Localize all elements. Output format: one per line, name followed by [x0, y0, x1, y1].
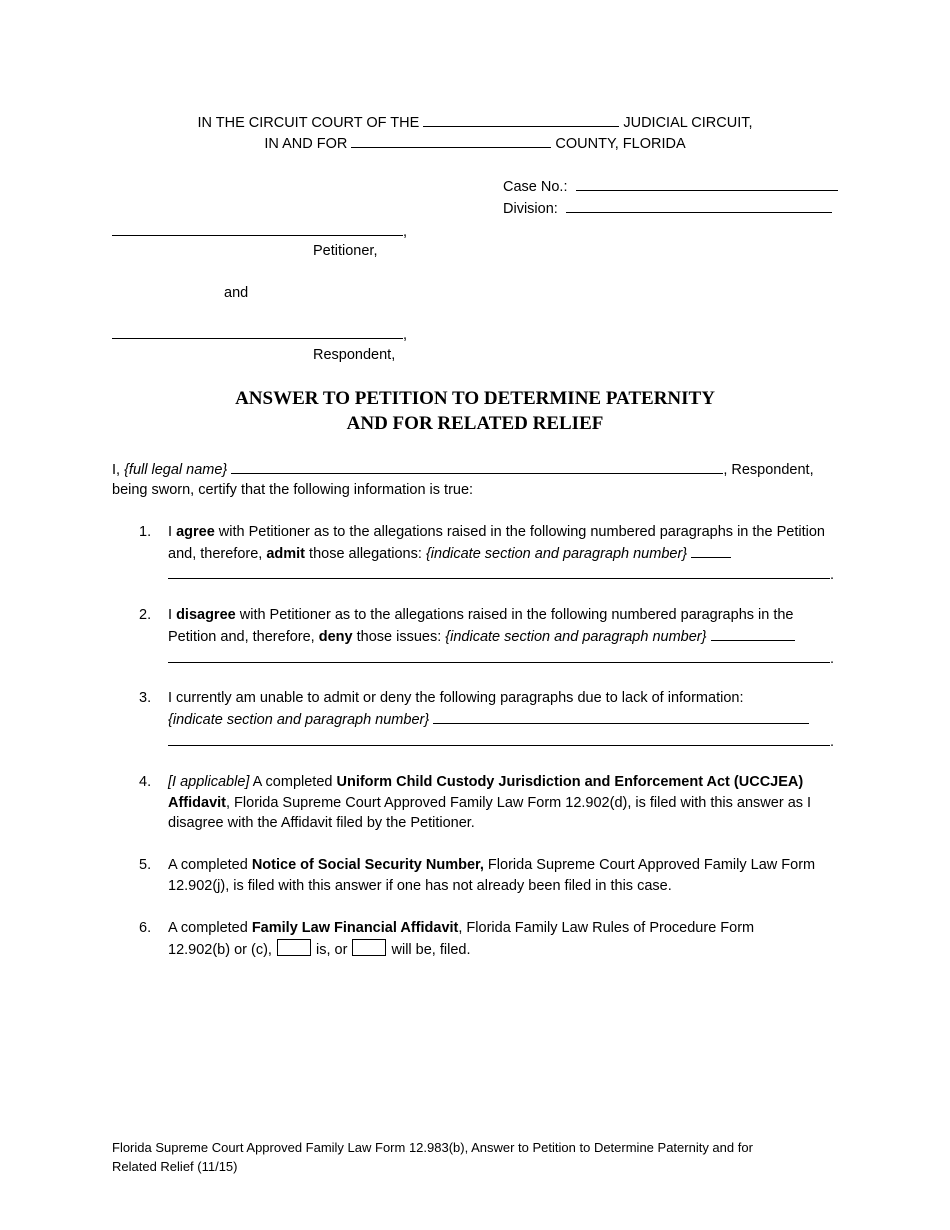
- item-3-line-2: .: [168, 731, 834, 753]
- form-title-line-1: ANSWER TO PETITION TO DETERMINE PATERNITY: [235, 388, 715, 409]
- item-1-text: I agree with Petitioner as to the allegations raised in the following numbered paragraphs in the Petition and, therefore, admit those allegations: {indicate section and paragraph number}: [168, 524, 825, 562]
- item-1-number: 1.: [139, 524, 152, 540]
- item-2-text: I disagree with Petitioner as to the allegations raised in the following numbered paragraphs in the Petition and, therefore, deny those issues: {indicate section and paragraph number}: [168, 607, 794, 645]
- court-line-1: IN THE CIRCUIT COURT OF THE JUDICIAL CIRCUIT,: [0, 112, 950, 134]
- full-legal-name-field[interactable]: [231, 459, 723, 474]
- item-6-text: A completed Family Law Financial Affidavit, Florida Family Law Rules of Procedure Form 12.902(b) or (c), is, or will be, filed.: [168, 920, 755, 958]
- petitioner-name-field[interactable]: [112, 221, 403, 236]
- item-5-text: A completed Notice of Social Security Number, Florida Supreme Court Approved Family Law Form 12.902(j), is filed with this answer if one has not already been filed in this case.: [168, 857, 816, 894]
- item-6-number: 6.: [139, 920, 152, 936]
- and-label: and: [224, 285, 249, 301]
- footer-line-2: Related Relief (11/15): [112, 1159, 238, 1174]
- petitioner-name-row: ,: [112, 221, 407, 243]
- item-1-line-2: .: [168, 564, 834, 586]
- case-no-row: [503, 176, 838, 198]
- is-filed-checkbox[interactable]: [277, 939, 311, 956]
- item-4-number: 4.: [139, 774, 152, 790]
- court-line-2: IN AND FOR COUNTY, FLORIDA: [0, 133, 950, 155]
- item-3-field-a[interactable]: [433, 709, 809, 724]
- division-row: [503, 198, 832, 220]
- case-no-field[interactable]: [576, 176, 838, 191]
- item-2-number: 2.: [139, 607, 152, 623]
- division-label: Division:: [503, 201, 558, 217]
- intro-line-1: I, {full legal name} , Respondent,: [112, 459, 814, 481]
- respondent-name-row: ,: [112, 324, 407, 346]
- item-1-field-a[interactable]: [691, 543, 731, 558]
- item-2-line-2: .: [168, 648, 834, 670]
- item-5-number: 5.: [139, 857, 152, 873]
- county-field[interactable]: [351, 133, 551, 148]
- petitioner-label: Petitioner,: [313, 243, 378, 259]
- form-title-line-2: AND FOR RELATED RELIEF: [346, 413, 604, 434]
- respondent-label: Respondent,: [313, 347, 396, 363]
- item-2-field-b[interactable]: [168, 648, 830, 663]
- item-3-number: 3.: [139, 690, 152, 706]
- item-4-text: [I applicable] A completed Uniform Child Custody Jurisdiction and Enforcement Act (UCCJEA) Affidavit, Florida Supreme Court Approved Family Law Form 12.902(d), is filed with this answer as I disagree with the Affidavit filed by the Petitioner.: [168, 774, 812, 831]
- item-3-text: I currently am unable to admit or deny the following paragraphs due to lack of information: {indicate section and paragraph number}: [168, 688, 838, 730]
- case-no-label: Case No.:: [503, 179, 568, 195]
- footer-line-1: Florida Supreme Court Approved Family Law Form 12.983(b), Answer to Petition to Determine Paternity and for: [112, 1140, 753, 1155]
- respondent-name-field[interactable]: [112, 324, 403, 339]
- item-3-field-b[interactable]: [168, 731, 830, 746]
- item-1-field-b[interactable]: [168, 564, 830, 579]
- item-2-field-a[interactable]: [711, 626, 795, 641]
- intro-line-2: being sworn, certify that the following information is true:: [112, 482, 474, 498]
- will-be-filed-checkbox[interactable]: [352, 939, 386, 956]
- judicial-circuit-field[interactable]: [423, 112, 619, 127]
- division-field[interactable]: [566, 198, 832, 213]
